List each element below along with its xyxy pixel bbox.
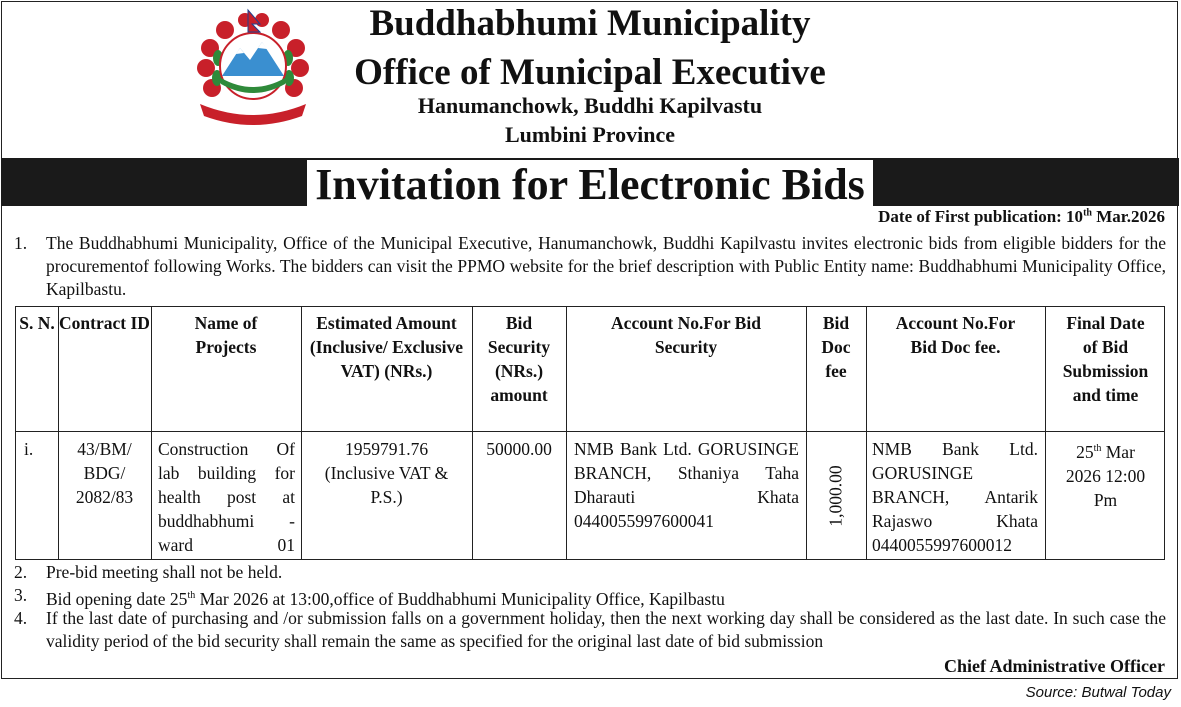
source-credit: Source: Butwal Today	[1025, 684, 1171, 701]
notice-header	[0, 0, 1181, 158]
final-date-rest: Mar 2026 12:00 Pm	[1065, 441, 1146, 510]
note-number: 3.	[14, 585, 28, 605]
nepal-emblem-icon	[190, 8, 316, 126]
header-account-bid-security: Account No.For Bid Security	[611, 313, 761, 357]
row-contract-id: 43/BM/ BDG/ 2082/83	[75, 439, 134, 507]
header-row-divider	[16, 431, 1164, 432]
note-3-pre: Bid opening date 25	[46, 588, 188, 609]
header-bid-doc-fee: Bid Doc fee	[821, 313, 851, 381]
note-number: 2.	[14, 562, 28, 582]
title-banner	[1, 158, 1179, 209]
publication-date-rest: Mar.2026	[1091, 207, 1165, 226]
note-text: If the last date of purchasing and /or submission falls on a government holiday, then the next working day shall be considered as the last date. In such case the validity period of the bid security shall remain the same as specified for the original last date of bid submission	[46, 608, 1166, 651]
header-bid-security: Bid Security (NRs.) amount	[487, 313, 551, 405]
publication-suffix: th	[1083, 207, 1092, 219]
notice-title: Invitation for Electronic Bids	[307, 160, 873, 210]
header-account-doc-fee: Account No.For Bid Doc fee.	[895, 313, 1016, 357]
note-3-sup: th	[187, 590, 196, 601]
row-account-bid-security: NMB Bank Ltd. GORUSINGE BRANCH, Sthaniya Taha Dharauti Khata 0440055997600041	[574, 439, 799, 531]
row-estimated-amount	[301, 437, 472, 509]
row-project-name: Construction Of lab building for health post at buddhabhumi -ward 01	[158, 439, 295, 555]
col-divider	[58, 307, 59, 559]
estimate-note: (Inclusive VAT & P.S.)	[324, 463, 449, 507]
note-text: The Buddhabhumi Municipality, Office of the Municipal Executive, Hanumanchowk, Buddhi Kapilvastu invites electronic bids from eligible bidders for the procurementof following Works. The bidders can visit the PPMO website for the brief description with Public Entity name: Buddhabhumi Municipality Office, Kapilbastu.	[46, 233, 1166, 299]
header-estimated-amount: Estimated Amount (Inclusive/ Exclusive VAT) (NRs.)	[309, 313, 464, 381]
header-sn: S. N.	[19, 313, 55, 333]
note-number: 4.	[14, 608, 28, 628]
header-contract-id: Contract ID	[59, 313, 150, 333]
estimate-amount: 1959791.76	[344, 439, 429, 459]
note-number: 1.	[14, 233, 28, 253]
row-account-doc-fee: NMB Bank Ltd. GORUSINGE BRANCH, Antarik Rajaswo Khata 0440055997600012	[872, 439, 1038, 555]
org-name: Buddhabhumi Municipality	[369, 3, 811, 44]
publication-date	[878, 207, 1165, 227]
final-day: 25	[1076, 441, 1094, 462]
row-final-date	[1045, 437, 1166, 512]
note-3-post: Mar 2026 at 13:00,office of Buddhabhumi Municipality Office, Kapilbastu	[195, 588, 725, 609]
bid-table	[15, 306, 1165, 560]
note-text: Pre-bid meeting shall not be held.	[46, 562, 283, 582]
row-sn: i.	[24, 439, 34, 459]
row-bid-doc-fee	[806, 431, 866, 561]
header-project-name: Name of Projects	[194, 313, 258, 357]
doc-fee-value: 1,000.00	[825, 465, 846, 527]
office-address: Hanumanchowk, Buddhi Kapilvastu	[417, 93, 763, 118]
province-name: Lumbini Province	[504, 122, 676, 147]
note-4	[14, 607, 1166, 653]
note-1	[14, 232, 1166, 302]
publication-label: Date of First publication: 10	[878, 207, 1084, 226]
note-2	[14, 561, 1166, 584]
row-bid-security: 50000.00	[486, 439, 552, 459]
signatory: Chief Administrative Officer	[944, 656, 1165, 676]
header-final-date: Final Date of Bid Submission and time	[1062, 313, 1149, 405]
final-suffix: th	[1093, 443, 1102, 454]
note-3	[14, 584, 1166, 607]
office-name: Office of Municipal Executive	[354, 52, 826, 93]
